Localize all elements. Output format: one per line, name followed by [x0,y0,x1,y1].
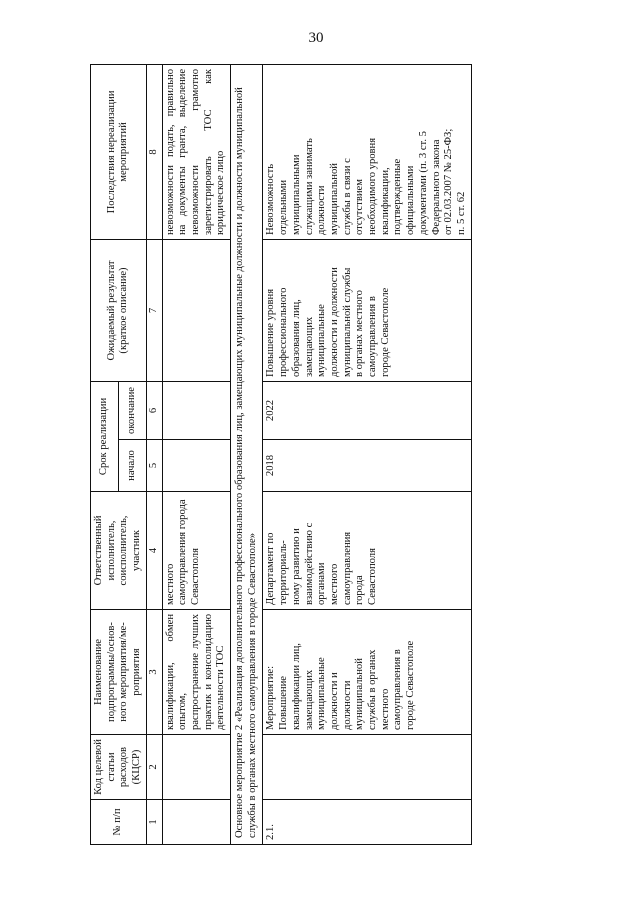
header-start: начало [118,440,146,492]
section-title: Основное мероприятие 2 «Реализация дополнительного профессионального образования лиц, замещающих муниципальные должности и должности муниципальной службы в органах местного самоуправления в городе Севастополе» [231,64,263,844]
cell-name: квалификации, обмен опытом, распространение лучших практик и консолидацию деятельности ТОС [162,610,231,735]
program-activities-table [90,64,472,845]
cell-code [263,735,471,800]
cell-start: 2018 [263,440,471,492]
cell-name: Мероприятие: Повышение квалификации лиц, замещающих муниципальные должности и должности муниципальной службы в органах местного самоуправления в городе Севастополе [263,610,471,735]
cell-consequences: невозможности подать, правильно на документы гранта, выделение невозможности грамотно зарегистрировать ТОС как юридическое лицо [162,64,231,239]
column-number: 3 [146,610,162,735]
cell-code [162,735,231,800]
table-header-row [91,64,119,844]
column-number: 5 [146,440,162,492]
header-period: Срок реализации [91,381,119,491]
column-number: 1 [146,800,162,845]
cell-start [162,440,231,492]
cell-consequences: Невозможность отдельными муниципальными служащими занимать должности муниципальной службы в связи с отсутствием необходимого уровня квалификации, подтвержденные официальными документами (п. 3 ст. 5 Федерального закона от 02.03.2007 № 25-ФЗ; п. 5 ст. 62 [263,64,471,239]
cell-end [162,381,231,439]
rotated-table-container [90,65,570,845]
header-executor: Ответственный исполнитель, соисполнитель, участник [91,492,147,610]
column-number: 2 [146,735,162,800]
cell-num [162,800,231,845]
header-num: № п/п [91,800,147,845]
table-row [263,64,471,844]
header-result: Ожидаемый результат (краткое описание) [91,239,147,381]
cell-num: 2.1. [263,800,471,845]
header-end: окончание [118,381,146,439]
column-number: 4 [146,492,162,610]
header-consequences: Последствия нереализации мероприятий [91,64,147,239]
column-number: 8 [146,64,162,239]
page-number: 30 [308,30,324,46]
header-code: Код целевой статьи расходов (КЦСР) [91,735,147,800]
column-numbers-row [146,64,162,844]
cell-executor: Департамент по территориаль- ному развитию и взаимодействию с органами местного самоуправления города Севастополя [263,492,471,610]
column-number: 7 [146,239,162,381]
column-number: 6 [146,381,162,439]
table-row [162,64,231,844]
cell-result: Повышение уровня профессионального образования лиц, замещающих муниципальные должности и должности муниципальной службы в органах местного самоуправления в городе Севастополе [263,239,471,381]
cell-executor: местного самоуправления города Севастополя [162,492,231,610]
header-name: Наименование подпрограммы/основ-ного мероприятия/ме-роприятия [91,610,147,735]
section-row [231,64,263,844]
cell-result [162,239,231,381]
cell-end: 2022 [263,381,471,439]
